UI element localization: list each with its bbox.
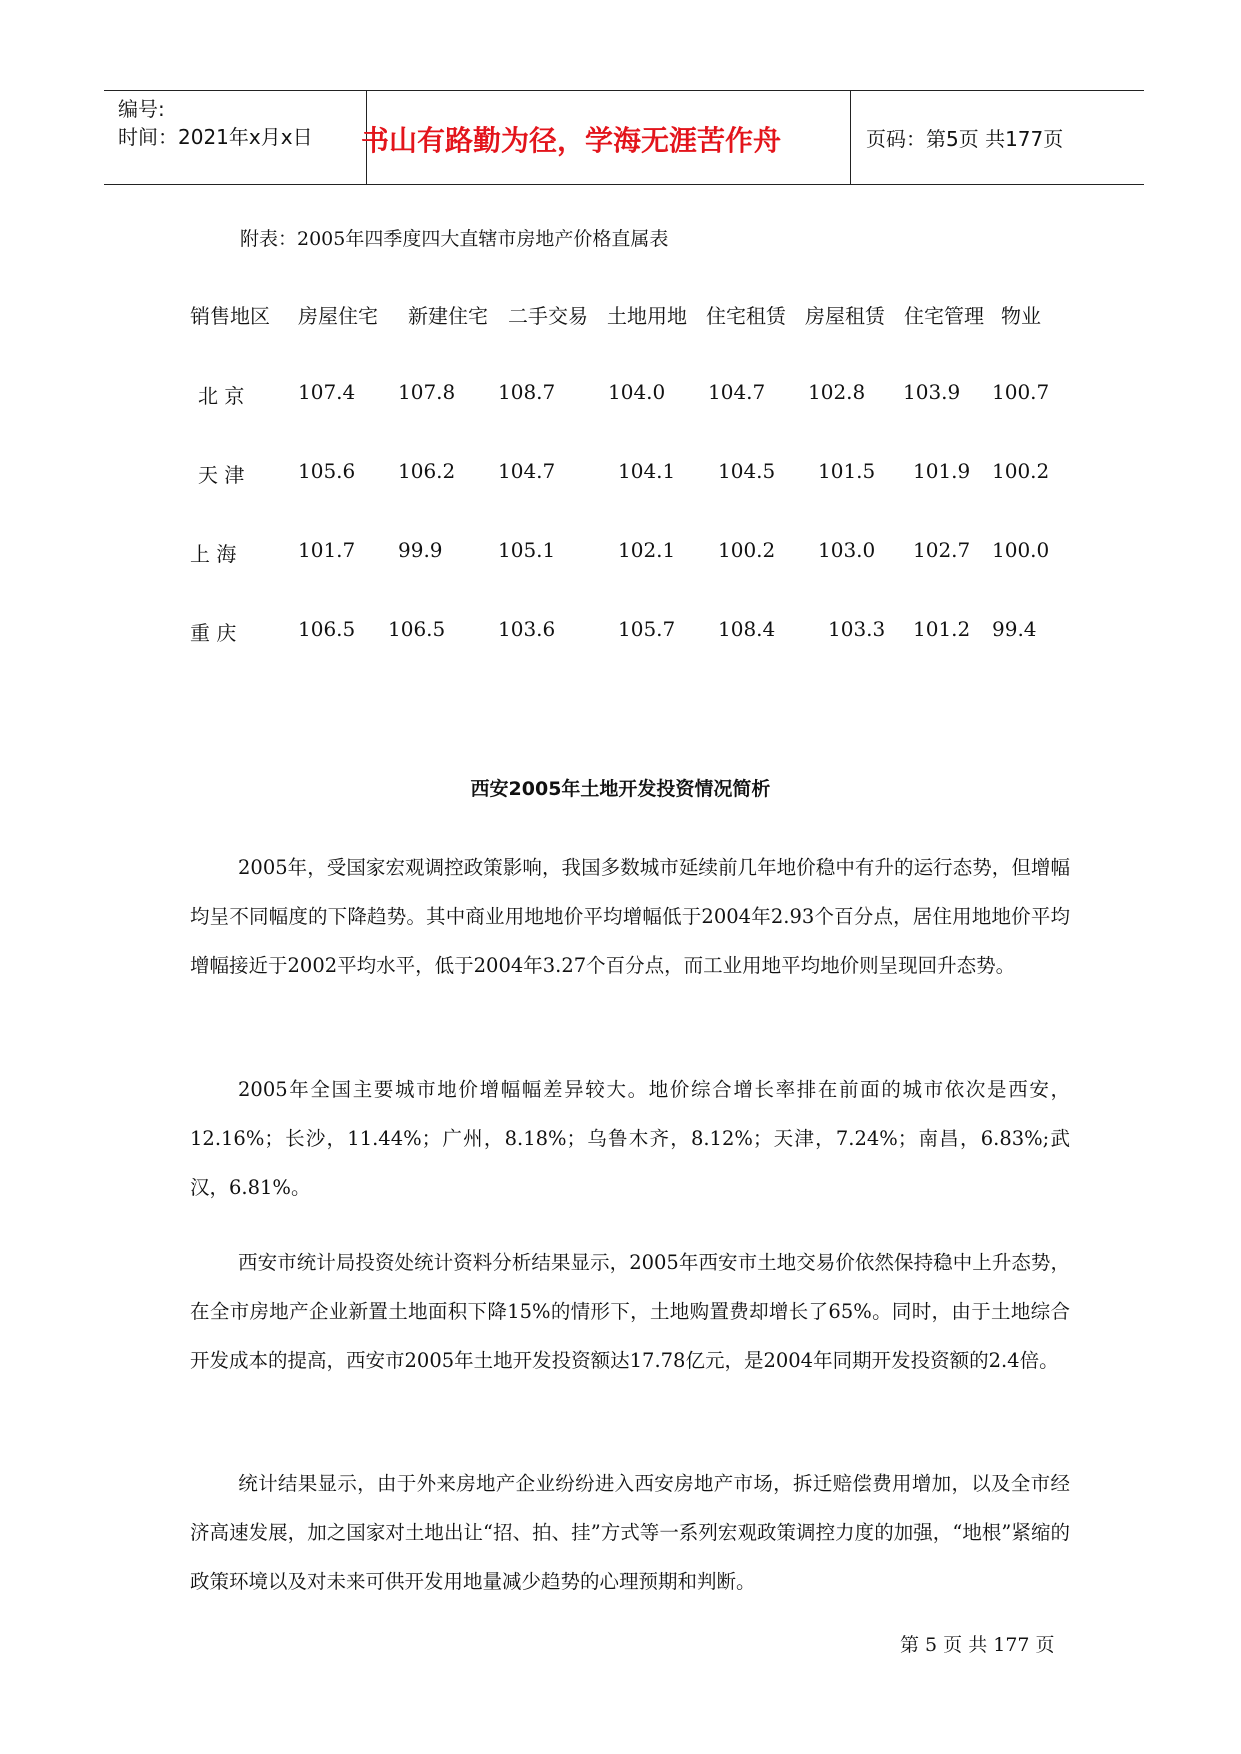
table-cell: 100.7 — [992, 380, 1050, 404]
table-row-label: 北 京 — [198, 384, 245, 408]
table-cell: 104.1 — [618, 459, 676, 483]
table-cell: 99.9 — [398, 538, 443, 562]
table-cell: 107.4 — [298, 380, 356, 404]
table-cell: 105.6 — [298, 459, 356, 483]
paragraph — [190, 1238, 1070, 1385]
table-header-cell: 房屋住宅 — [298, 304, 378, 328]
section-title: 西安2005年土地开发投资情况简析 — [470, 778, 771, 800]
table-cell: 101.2 — [913, 617, 971, 641]
header-meta — [118, 95, 313, 151]
table-header-cell: 物业 — [1001, 304, 1041, 328]
paragraph-text: 西安市统计局投资处统计资料分析结果显示，2005年西安市土地交易价依然保持稳中上升态势，在全市房地产企业新置土地面积下降15%的情形下，土地购置费却增长了65%。同时，由于土地综合开发成本的提高，西安市2005年土地开发投资额达17.78亿元，是2004年同期开发投资额的2.4倍。 — [190, 1251, 1070, 1372]
table-cell: 107.8 — [398, 380, 456, 404]
paragraph — [190, 1459, 1070, 1606]
table-cell: 99.4 — [992, 617, 1037, 641]
header-page-number: 页码：第5页 共177页 — [866, 127, 1064, 151]
paragraph-text: 统计结果显示，由于外来房地产企业纷纷进入西安房地产市场，拆迁赔偿费用增加，以及全市经济高速发展，加之国家对土地出让“招、拍、挂”方式等一系列宏观政策调控力度的加强，“地根”紧缩的政策环境以及对未来可供开发用地量减少趋势的心理预期和判断。 — [190, 1472, 1070, 1593]
table-cell: 102.7 — [913, 538, 971, 562]
table-cell: 108.4 — [718, 617, 776, 641]
table-cell: 104.7 — [708, 380, 766, 404]
table-cell: 104.0 — [608, 380, 666, 404]
paragraph — [190, 843, 1070, 990]
table-cell: 100.0 — [992, 538, 1050, 562]
table-cell: 106.5 — [388, 617, 446, 641]
table-caption: 附表：2005年四季度四大直辖市房地产价格直属表 — [240, 228, 669, 250]
table-cell: 103.9 — [903, 380, 961, 404]
table-cell: 101.5 — [818, 459, 876, 483]
table-header-cell: 住宅租赁 — [706, 304, 786, 328]
table-cell: 101.7 — [298, 538, 356, 562]
table-cell: 101.9 — [913, 459, 971, 483]
table-cell: 100.2 — [992, 459, 1050, 483]
paragraph-text: 2005年全国主要城市地价增幅幅差异较大。地价综合增长率排在前面的城市依次是西安，12.16%；长沙，11.44%；广州，8.18%；乌鲁木齐，8.12%；天津，7.24%；南昌，6.83%;武汉，6.81%。 — [190, 1078, 1070, 1199]
table-cell: 102.8 — [808, 380, 866, 404]
page-footer: 第 5 页 共 177 页 — [900, 1634, 1055, 1656]
document-time-label: 时间：2021年x月x日 — [118, 125, 313, 149]
table-cell: 106.5 — [298, 617, 356, 641]
table-cell: 105.1 — [498, 538, 556, 562]
table-cell: 104.5 — [718, 459, 776, 483]
table-cell: 100.2 — [718, 538, 776, 562]
table-cell: 103.6 — [498, 617, 556, 641]
table-row-label: 上 海 — [190, 542, 237, 566]
table-header-cell: 新建住宅 — [408, 304, 488, 328]
table-header-cell: 住宅管理 — [904, 304, 984, 328]
table-header-cell: 土地用地 — [607, 304, 687, 328]
table-cell: 102.1 — [618, 538, 676, 562]
table-header-cell: 房屋租赁 — [805, 304, 885, 328]
table-cell: 106.2 — [398, 459, 456, 483]
table-header-cell: 二手交易 — [508, 304, 588, 328]
table-cell: 104.7 — [498, 459, 556, 483]
document-number-label: 编号: — [118, 97, 165, 121]
table-cell: 103.3 — [828, 617, 886, 641]
table-header-cell: 销售地区 — [190, 304, 270, 328]
table-cell: 105.7 — [618, 617, 676, 641]
table-row-label: 天 津 — [198, 463, 245, 487]
table-cell: 103.0 — [818, 538, 876, 562]
paragraph — [190, 1065, 1070, 1212]
table-cell: 108.7 — [498, 380, 556, 404]
paragraph-text: 2005年，受国家宏观调控政策影响，我国多数城市延续前几年地价稳中有升的运行态势，但增幅均呈不同幅度的下降趋势。其中商业用地地价平均增幅低于2004年2.93个百分点，居住用地地价平均增幅接近于2002平均水平，低于2004年3.27个百分点，而工业用地平均地价则呈现回升态势。 — [190, 856, 1070, 977]
header-motto: 书山有路勤为径，学海无涯苦作舟 — [360, 124, 781, 157]
header-divider — [850, 91, 851, 184]
table-row-label: 重 庆 — [190, 621, 237, 645]
page-header — [104, 90, 1144, 185]
